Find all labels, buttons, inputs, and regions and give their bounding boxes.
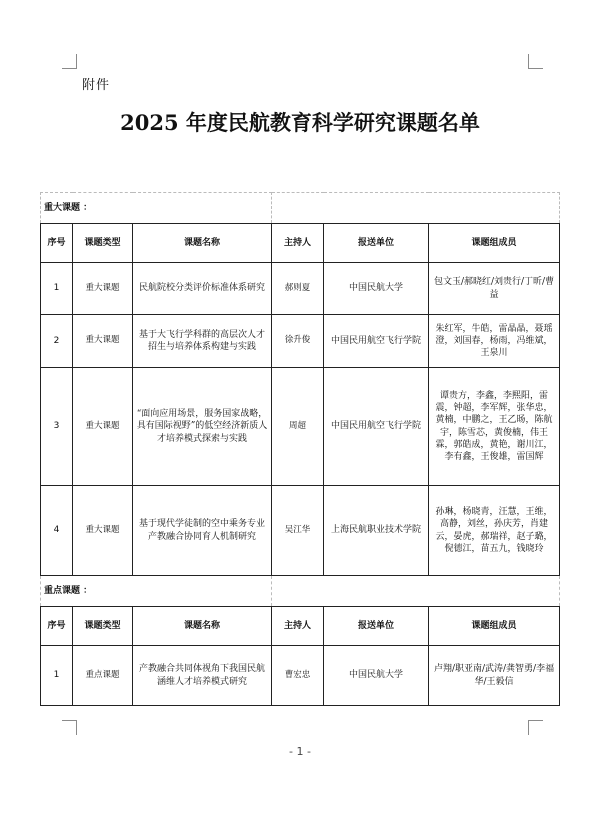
crop-mark-top-right [528, 54, 543, 69]
attachment-label: 附件 [82, 78, 111, 93]
row-type: 重大课题 [73, 315, 133, 368]
project-table [40, 192, 560, 706]
row-host: 曹宏忠 [272, 646, 324, 706]
header-no: 序号 [41, 224, 73, 263]
table-header-row [41, 607, 560, 646]
row-type: 重点课题 [73, 646, 133, 706]
row-name: 基于大飞行学科群的高层次人才招生与培养体系构建与实践 [133, 315, 272, 368]
header-unit: 报送单位 [324, 224, 429, 263]
header-type: 课题类型 [73, 224, 133, 263]
row-host: 郝则夏 [272, 263, 324, 315]
row-members: 卢翔/职亚南/武涛/龚智勇/李福华/王毅信 [429, 646, 560, 706]
row-unit: 中国民航大学 [324, 646, 429, 706]
header-members: 课题组成员 [429, 224, 560, 263]
header-members: 课题组成员 [429, 607, 560, 646]
crop-mark-top-left [62, 54, 77, 69]
row-type: 重大课题 [73, 368, 133, 486]
row-no: 1 [41, 646, 73, 706]
row-name: 产教融合共同体视角下我国民航涵维人才培养模式研究 [133, 646, 272, 706]
table-row [41, 368, 560, 486]
row-type: 重大课题 [73, 263, 133, 315]
row-unit: 上海民航职业技术学院 [324, 486, 429, 576]
header-name: 课题名称 [133, 224, 272, 263]
row-members: 朱红军，牛皓，雷晶晶，聂瑶澄，刘国春，杨雨，冯维斌，王泉川 [429, 315, 560, 368]
section-major [41, 193, 560, 224]
table-header-row [41, 224, 560, 263]
row-name: 民航院校分类评价标准体系研究 [133, 263, 272, 315]
crop-mark-bottom-right [528, 720, 543, 735]
section-major-label: 重大课题 ： [41, 193, 272, 224]
section-key-label: 重点课题 ： [41, 576, 272, 607]
row-no: 4 [41, 486, 73, 576]
row-name: 基于现代学徒制的空中乘务专业产教融合协同育人机制研究 [133, 486, 272, 576]
row-unit: 中国民用航空飞行学院 [324, 315, 429, 368]
header-host: 主持人 [272, 224, 324, 263]
crop-mark-bottom-left [62, 720, 77, 735]
row-members: 谭贵方，李鑫，李熙阳，雷震，钟超，李军辉，张华忠，黄楠，中鹏之，王乙旸，陈航宇，陈雪芯，黄俊楠，伟王霖，郭皓成，黄艳，谢川江，李有鑫，王俊雄，雷国辉 [429, 368, 560, 486]
table-row [41, 646, 560, 706]
header-type: 课题类型 [73, 607, 133, 646]
row-no: 3 [41, 368, 73, 486]
table-row [41, 315, 560, 368]
row-no: 2 [41, 315, 73, 368]
document-title: 2025 年度民航教育科学研究课题名单 [120, 110, 480, 135]
row-host: 吴江华 [272, 486, 324, 576]
header-host: 主持人 [272, 607, 324, 646]
header-name: 课题名称 [133, 607, 272, 646]
section-key [41, 576, 560, 607]
row-type: 重大课题 [73, 486, 133, 576]
table-row [41, 486, 560, 576]
page-number: - 1 - [289, 745, 311, 758]
row-host: 徐升俊 [272, 315, 324, 368]
header-no: 序号 [41, 607, 73, 646]
row-host: 周超 [272, 368, 324, 486]
row-unit: 中国民航大学 [324, 263, 429, 315]
row-unit: 中国民用航空飞行学院 [324, 368, 429, 486]
row-members: 孙琳，杨晓青，汪慧，王维，高静，刘丝，孙庆芳，肖建云，晏虎，郝瑞祥，赵子璐，倪德江，苗五九，钱晓玲 [429, 486, 560, 576]
row-members: 包文玉/郝晓红/刘贵行/丁昕/曹益 [429, 263, 560, 315]
table-row [41, 263, 560, 315]
row-no: 1 [41, 263, 73, 315]
row-name: “面向应用场景，服务国家战略，具有国际视野”的低空经济新质人才培养模式探索与实践 [133, 368, 272, 486]
header-unit: 报送单位 [324, 607, 429, 646]
